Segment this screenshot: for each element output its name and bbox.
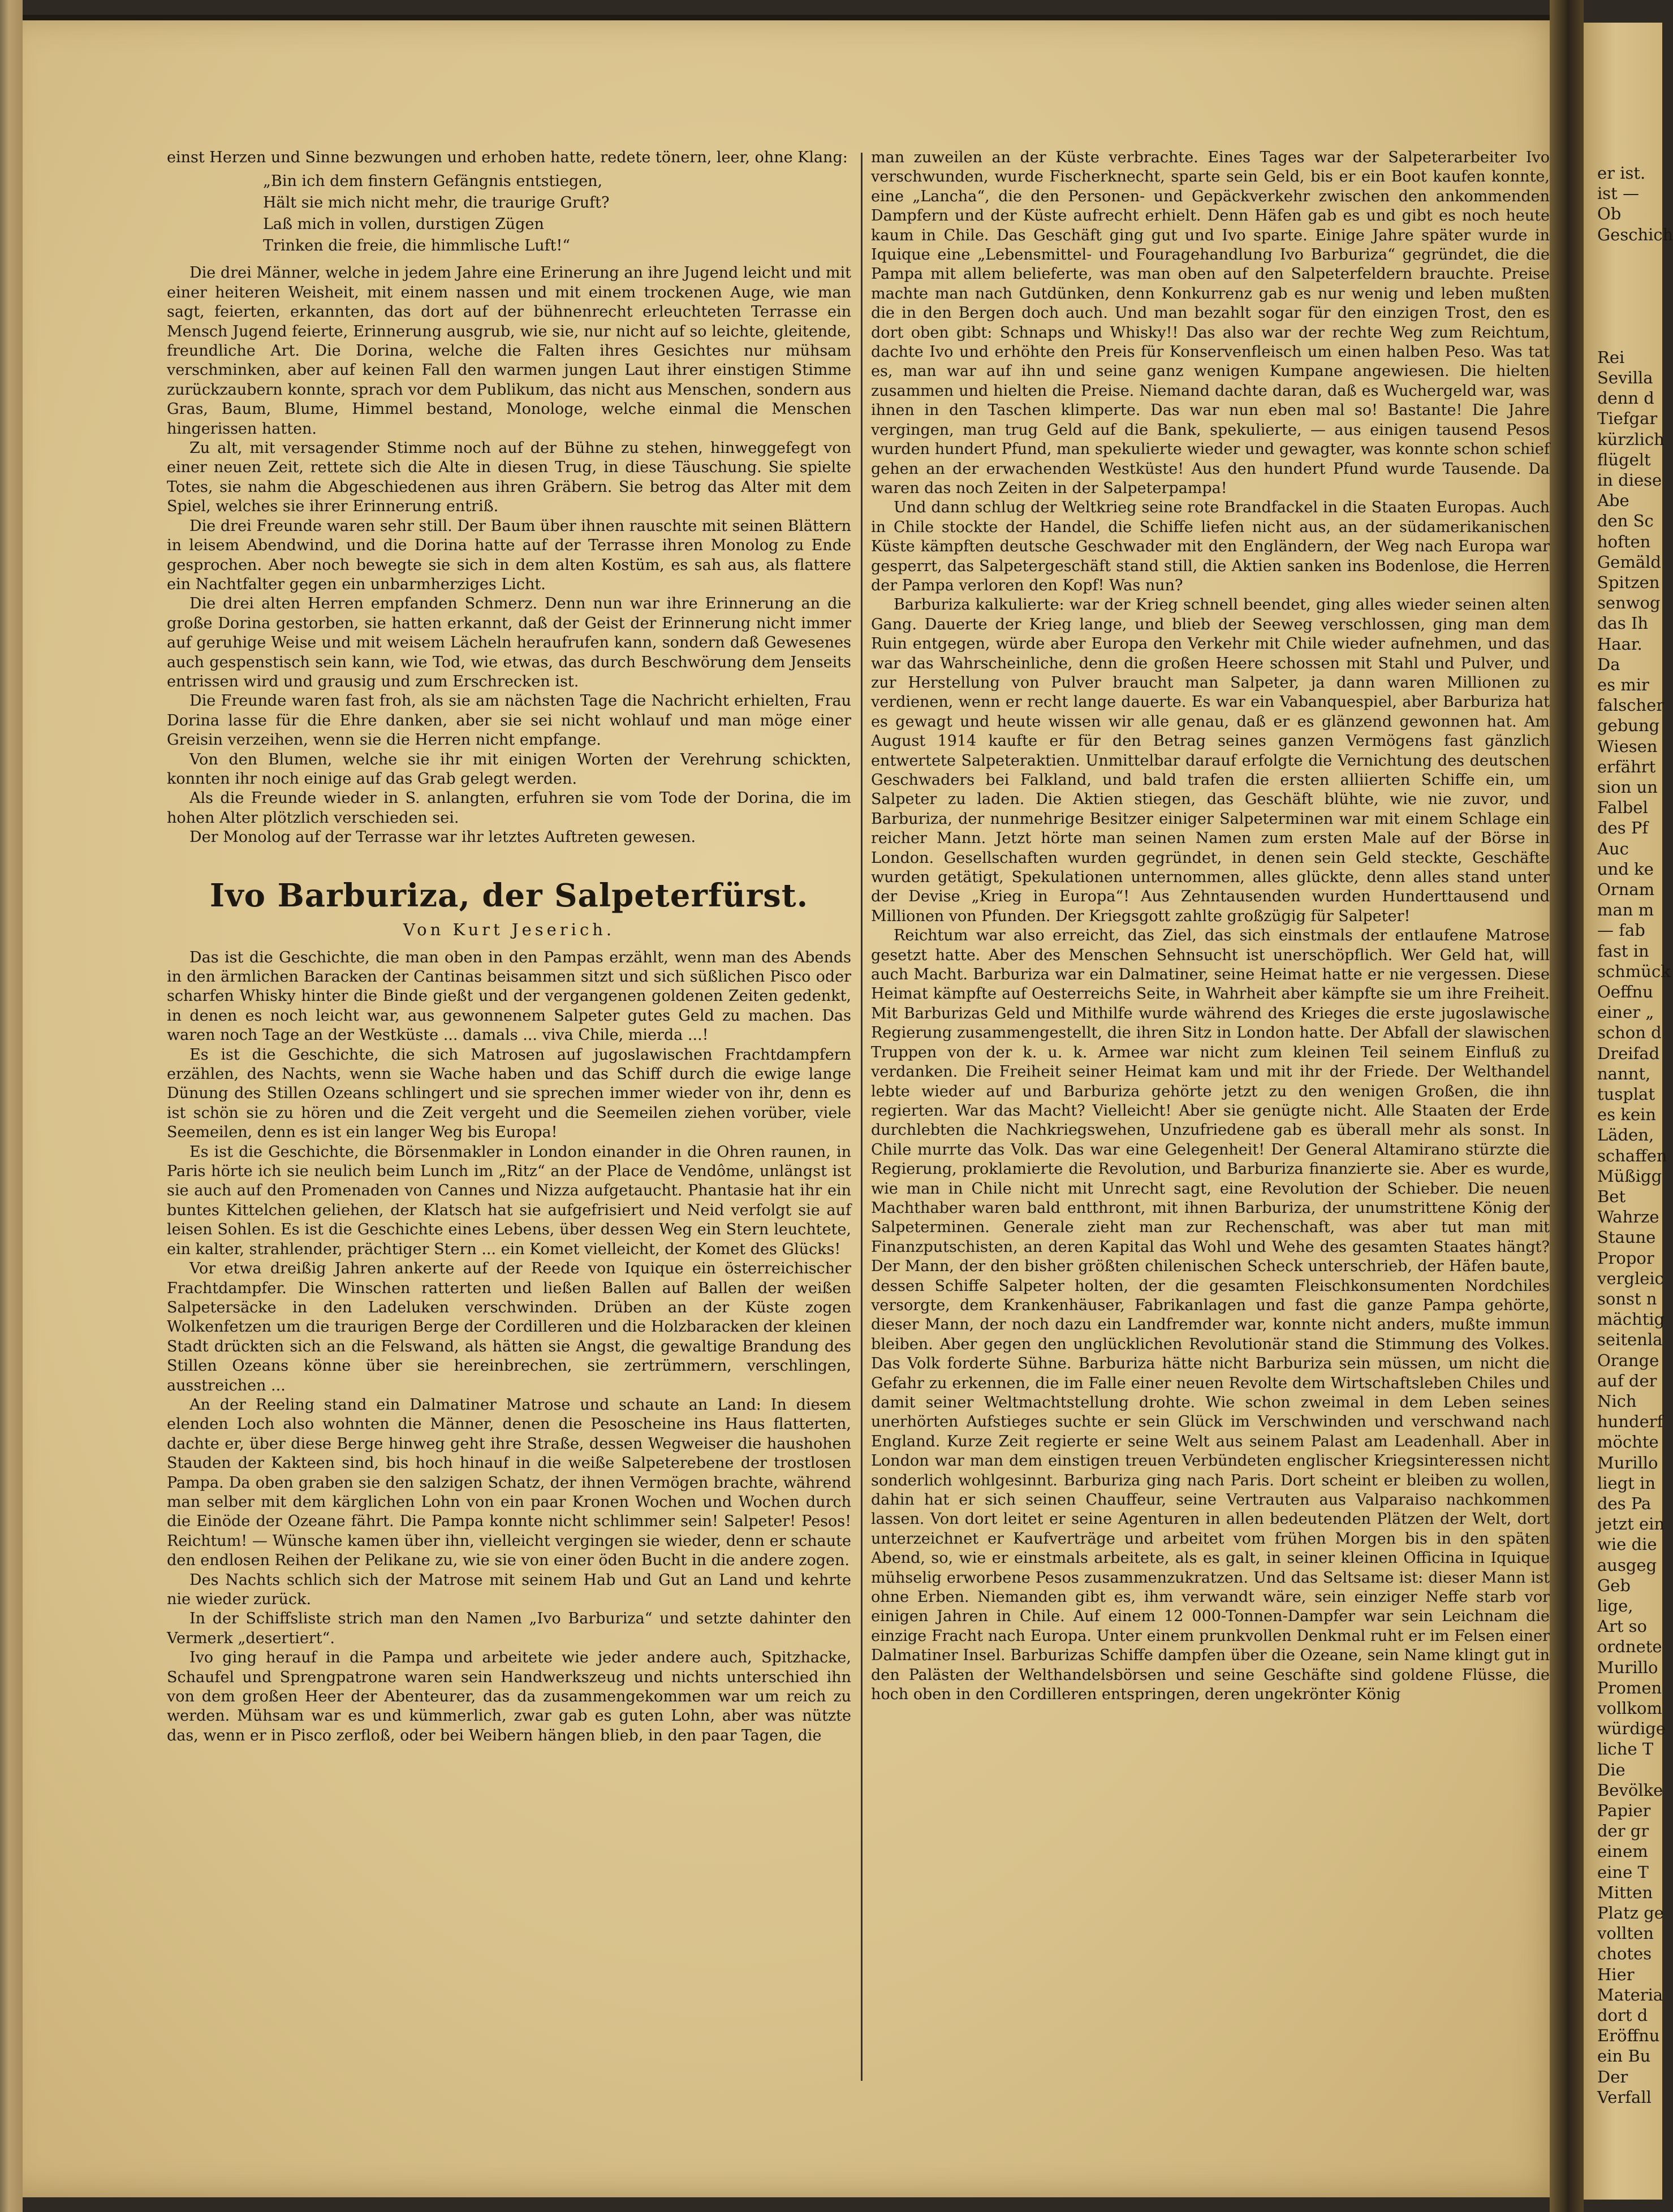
next-page-fragment: hoften <box>1597 532 1651 551</box>
next-page-fragment: falscher <box>1597 695 1665 715</box>
next-page-fragment: ein Bu <box>1597 2046 1651 2066</box>
paragraph: Und dann schlug der Weltkrieg seine rote Brandfackel in die Staaten Europas. Auch in Chile stockte der Handel, die Schiffe liefen nicht aus, an der südamerikanischen Küste kämpften deutsche Geschwader mit den Engländern, der Weg nach Europa war gesperrt, das Salpetergeschäft stand still, die Aktien sanken ins Bodenlose, die Herren der Pampa verloren den Kopf! Was nun? <box>871 499 1550 594</box>
next-page-fragment: Da <box>1597 654 1620 674</box>
next-page-fragment: Dreifad <box>1597 1043 1660 1063</box>
paragraph: Reichtum war also erreicht, das Ziel, das sich einstmals der entlaufene Matrose gesetzt hatte. Aber des Menschen Sehnsucht ist unerschöpflich. Wer Geld hat, will auch Macht. Barburiza war ein Dalmatiner, seine Heimat hatte er nie vergessen. Diese Heimat kämpfte auf Oesterreichs Seite, in Wahrheit aber kämpfte sie um ihre Freiheit. Mit Barburizas Geld und Mithilfe wurde während des Krieges die erste jugoslawische Regierung zusammengestellt, die ihren Sitz in London hatte. Der Abfall der slawischen Truppen von der k. u. k. Armee war nicht zum kleinen Teil seinem Einfluß zu verdanken. Die Freiheit seiner Heimat kam und mit ihr der Friede. Der Welthandel lebte wieder auf und Barburiza gehörte jetzt zu den wenigen Großen, die ihn regierten. War das Macht? Vielleicht! Aber sie genügte nicht. Alle Staaten der Erde durchlebten die Nachkriegswehen, Unzufriedene gab es überall mehr als sonst. In Chile murrte das Volk. Das war eine Gelegenheit! Der General Altamirano stürzte die Regierung, proklamierte die Revolution, und Barburiza finanzierte sie. Aber es wurde, wie man in Chile nicht mit Unrecht sagt, eine Revolution der Schieber. Die neuen Machthaber waren bald entthront, mit ihnen Barburiza, der unumstrittene König der Salpeterminen. Generale zieht man zur Rechenschaft, was aber tut man mit Finanzputschisten, an deren Kapital das Wohl und Wehe des gesamten Staates hängt? Der Mann, der den bisher größten chilenischen Scheck unterschrieb, der Häfen baute, dessen Schiffe Salpeter holten, der die gesamten Fleischkonsumenten Nordchiles versorgte, dem Krankenhäuser, Fabrikanlagen und fast die ganze Pampa gehörte, dieser Mann, der noch dazu ein Landfremder war, konnte nicht anders, mußte immun bleiben. Aber gegen den unglücklichen Revolutionär stand die Stimmung des Volkes. Das Volk forderte Sühne. Barburiza hätte nicht Barburiza sein müssen, um nicht die Gefahr zu erkennen, die im Falle einer neuen Revolte dem Wirtschaftsleben Chiles und damit seiner Weltmachtstellung drohte. Wie schon zweimal in dem Leben seines unerhörten Aufstieges suchte er sein Glück im Verschwinden und verschwand nach England. Kurze Zeit regierte er seine Welt aus seinem Palast am Leadenhall. Aber in London war man dem einstigen treuen Verbündeten englischer Kriegsinteressen nicht sonderlich wohlgesinnt. Barburiza ging nach Paris. Dort scheint er bleiben zu wollen, dahin hat er sich seinen Chauffeur, seine Vertrauten aus Valparaiso nachkommen lassen. Von dort leitet er seine Agenturen in allen bedeutenden Plätzen der Welt, dort unterzeichnet er Kaufverträge und arbeitet vom frühen Morgen bis in den späten Abend, so, wie er einstmals arbeitete, als es galt, in seiner kleinen Officina in Iquique mühselig erworbene Pesos zusammenzukratzen. Und das Seltsame ist: dieser Mann ist ohne Erben. Niemanden gibt es, ihm verwandt wäre, sein einziger Neffe starb vor einigen Jahren in Chile. Auf einem 12 000-Tonnen-Dampfer war sein Leichnam die einzige Fracht nach Europa. Unter einem prunkvollen Denkmal ruht er im Felsen einer Dalmatiner Insel. Barburizas Schiffe dampfen über die Ozeane, sein Name klingt gut in den Palästen der Welthandelsbörsen und seine Geschäfte sind goldene Flüsse, die hoch oben in den Cordilleren entspringen, deren ungekrönter König <box>871 927 1550 1704</box>
next-page-fragment: Läden, <box>1597 1125 1654 1145</box>
next-page-fragment: ordnete <box>1597 1637 1662 1657</box>
next-page-fragment: das Ih <box>1597 614 1649 633</box>
next-page-fragment: Der <box>1597 2067 1628 2086</box>
next-page-fragment: ist — <box>1597 184 1640 204</box>
next-page-fragment: des Pf <box>1597 818 1649 838</box>
article-right-text <box>871 148 1550 1705</box>
next-page-fragment: hunderf <box>1597 1412 1663 1432</box>
verse-line: „Bin ich dem finstern Gefängnis entstiegen, <box>263 172 603 191</box>
paragraph: Die drei Freunde waren sehr still. Der Baum über ihnen rauschte mit seinen Blättern in leisem Abendwind, und die Dorina hatte auf der Terrasse ihren Monolog zu Ende gesprochen. Aber noch bewegte sie sich in dem alten Kostüm, es sah aus, als flattere ein Nachtfalter gegen ein unbarmherziges Licht. <box>167 517 851 593</box>
next-page-fragment: sion un <box>1597 777 1658 797</box>
next-page-fragment: fast in <box>1597 941 1649 961</box>
next-page-fragment: Propor <box>1597 1248 1654 1268</box>
paragraph: Von den Blumen, welche sie ihr mit einigen Worten der Verehrung schickten, konnten ihr noch einige auf das Grab gelegt werden. <box>167 750 851 788</box>
next-page-fragment: seitenla <box>1597 1330 1663 1350</box>
paragraph: An der Reeling stand ein Dalmatiner Matrose und schaute an Land: In diesem elenden Loch also wohnten die Männer, denen die Pesoscheine ins Haus flatterten, dachte er, über diese Berge hinweg geht ihre Straße, dessen Wegweiser die haushohen Stauden der Kakteen sind, bis hoch hinauf in die weiße Salpeterebene der trostlosen Pampa. Da oben graben sie den salzigen Schatz, der ihnen Vermögen brachte, während man selber mit dem kärglichen Lohn von ein paar Kronen Wochen und Wochen durch die Einöde der Ozeane fährt. Die Pampa konnte nicht schlimmer sein! Salpeter! Pesos! Reichtum! — Wünsche kamen über ihn, vielleicht vergingen sie wieder, denn er schaute den endlosen Reihen der Pelikane zu, wie sie von einer öden Bucht in die andere zogen. <box>167 1396 851 1570</box>
next-page-fragment: chotes <box>1597 1944 1652 1964</box>
next-page-fragment: nannt, <box>1597 1064 1651 1083</box>
next-page-fragment: Mitten <box>1597 1882 1653 1902</box>
next-page-fragment: möchte <box>1597 1432 1659 1452</box>
next-page-fragment: auf der <box>1597 1371 1657 1390</box>
next-page-fragment: schaffen <box>1597 1146 1667 1165</box>
next-page-fragment: Nich <box>1597 1392 1637 1411</box>
article-headline: Ivo Barburiza, der Salpeterfürst. <box>209 876 809 914</box>
next-page-fragment: vergleic <box>1597 1268 1664 1288</box>
next-page-fragment: Murillo <box>1597 1453 1658 1472</box>
paragraph: Es ist die Geschichte, die sich Matrosen auf jugoslawischen Frachtdampfern erzählen, des Nachts, wenn sie Wache haben und das Schiff durch die ewige lange Dünung des Stillen Ozeans schlingert und sie sprechen immer wieder von ihr, denn es ist schön sie zu hören und die Zeit vergeht und die Seemeilen ziehen vorüber, viele Seemeilen, denn es ist ein langer Weg bis Europa! <box>167 1045 851 1142</box>
next-page-fragment: liche T <box>1597 1739 1654 1759</box>
page-gutter <box>1550 0 1584 2212</box>
next-page-fragment: Orange <box>1597 1350 1659 1370</box>
next-page-fragment: Ob <box>1597 204 1622 224</box>
paragraph: Die drei alten Herren empfanden Schmerz. Denn nun war ihre Erinnerung an die große Dorina gestorben, sie hatten erkannt, daß der Geist der Erinnerung nicht immer auf geruhige Weise und mit weisem Lächeln heraufrufen kann, sondern daß Gewesenes auch gespenstisch sein kann, wie Tod, wie etwas, das durch Beschwörung dem Jenseits entrissen wird und grausig und zum Erschrecken ist. <box>167 595 851 690</box>
previous-story-paragraphs <box>167 263 851 847</box>
next-page-fragment: vollkom <box>1597 1699 1662 1718</box>
intro-line: einst Herzen und Sinne bezwungen und erhoben hatte, redete tönern, leer, ohne Klang: <box>167 149 848 166</box>
poem-verse <box>263 171 851 257</box>
next-page-fragment: Bet <box>1597 1187 1626 1206</box>
next-page-fragment: Tiefgar <box>1597 409 1658 429</box>
paragraph: Als die Freunde wieder in S. anlangten, erfuhren sie vom Tode der Dorina, die im hohen Alter plötzlich verschieden sei. <box>167 789 851 827</box>
paragraph: Das ist die Geschichte, die man oben in den Pampas erzählt, wenn man des Abends in den ärmlichen Baracken der Cantinas beisammen sitzt und sich süßlichen Pisco oder scharfen Whisky hinter die Binde gießt und der vergangenen goldenen Zeiten gedenkt, in denen es noch leicht war, aus gewonnenem Salpeter gutes Geld zu machen. Das waren noch Tage an der Westküste ... damals ... viva Chile, mierda ...! <box>167 948 851 1044</box>
paragraph: Es ist die Geschichte, die Börsenmakler in London einander in die Ohren raunen, in Paris hörte ich sie neulich beim Lunch im „Ritz“ an der Place de Vendôme, unlängst ist sie auch auf den Promenaden von Cannes und Nizza aufgetaucht. Phantasie hat ihr ein buntes Kittelchen geliehen, der Klatsch hat sie aufgefrisiert und Neid verfolgt sie auf leisen Sohlen. Es ist die Geschichte eines Lebens, über dessen Weg ein Stern leuchtete, ein kalter, strahlender, prächtiger Stern ... ein Komet vielleicht, der Komet des Glücks! <box>167 1143 851 1258</box>
next-page-fragment: Promen <box>1597 1678 1662 1697</box>
column-divider <box>861 153 863 2081</box>
next-page-fragment: senwog <box>1597 593 1661 613</box>
next-page-fragment: der gr <box>1597 1821 1649 1841</box>
next-page-fragment: Gemäld <box>1597 552 1661 572</box>
next-page-fragment: Hier <box>1597 1964 1635 1984</box>
next-page-fragment: Platz ge <box>1597 1903 1664 1922</box>
right-column <box>871 148 1550 1705</box>
paragraph: Vor etwa dreißig Jahren ankerte auf der Reede von Iquique ein österreichischer Frachtdampfer. Die Winschen ratterten und ließen Ballen auf Ballen der weißen Salpetersäcke in den Ladeluken verschwinden. Drüben an der Küste zogen Wolkenfetzen um die traurigen Berge der Cordilleren und die Holzbaracken der kleinen Stadt drückten sich an die Felswand, als hätten sie Angst, die gewaltige Brandung des Stillen Ozeans könne über sie hereinbrechen, sie zertrümmern, verschlingen, ausstreichen ... <box>167 1260 851 1394</box>
next-page-fragment: Wiesen <box>1597 736 1658 756</box>
next-page-fragment: Verfall <box>1597 2087 1652 2107</box>
next-page-fragment: einem <box>1597 1842 1648 1861</box>
next-page-fragment: flügelt <box>1597 450 1651 469</box>
next-page-fragment: Haar. <box>1597 634 1642 654</box>
left-column <box>167 148 851 1746</box>
verse-line: Hält sie mich nicht mehr, die traurige Gruft? <box>263 194 610 212</box>
next-page-fragment: und ke <box>1597 859 1654 879</box>
next-page-fragment: sonst n <box>1597 1289 1657 1308</box>
next-page-fragment: Murillo <box>1597 1657 1658 1677</box>
paragraph: man zuweilen an der Küste verbrachte. Eines Tages war der Salpeterarbeiter Ivo verschwunden, wurde Fischerknecht, sparte sein Geld, bis er ein Boot kaufen konnte, eine „Lancha“, die den Personen- und Gepäckverkehr zwischen den ankommenden Dampfern und der Küste aufrecht erhielt. Denn Häfen gab es und gibt es noch heute kaum in Chile. Das Geschäft ging gut und Ivo sparte. Einige Jahre später wurde in Iquique eine „Lebensmittel- und Fouragehandlung Ivo Barburiza“ gegründet, die die Pampa mit allem belieferte, was man oben auf den Salpeterfeldern brauchte. Preise machte man nach Gutdünken, denn Konkurrenz gab es nur wenig und leben mußten die in den Bergen doch auch. Und man bezahlt sogar für den einzigen Trost, den es dort oben gibt: Schnaps und Whisky!! Das also war der rechte Weg zum Reichtum, dachte Ivo und erhöhte den Preis für Konservenfleisch um einen halben Peso. Was tat es, man war auf ihn und seine ganz wenigen Kumpane angewiesen. Die hielten zusammen und hielten die Preise. Niemand dachte daran, daß es Wuchergeld war, was ihnen in den Taschen klimperte. Das war nun eben mal so! Bastante! Die Jahre vergingen, man trug Geld auf die Bank, spekulierte, — aus einigen tausend Pesos wurden hundert Pfund, man spekulierte wieder und gewagter, was konnte schon schief gehen an der erwachenden Westküste! Aus den hundert Pfund wurde Tausende. Da waren das noch Zeiten in der Salpeterpampa! <box>871 149 1550 497</box>
next-page-fragment: jetzt ein <box>1597 1514 1665 1534</box>
next-page-fragment: — fab <box>1597 921 1645 940</box>
next-page-fragment: lige, <box>1597 1596 1633 1615</box>
next-page-fragment: würdige <box>1597 1719 1666 1739</box>
next-page-fragment: Oeffnu <box>1597 982 1653 1001</box>
next-page-fragment: Rei <box>1597 347 1625 367</box>
next-page-fragment: Müßigg <box>1597 1166 1662 1186</box>
next-page-fragment: Materia <box>1597 1985 1663 2004</box>
verse-line: Laß mich in vollen, durstigen Zügen <box>263 215 544 234</box>
book-edge <box>0 0 23 2212</box>
next-page-fragment: schmück <box>1597 961 1671 981</box>
top-border <box>23 15 1572 20</box>
next-page-fragment: kürzlich <box>1597 429 1665 449</box>
next-page-fragment: man m <box>1597 900 1654 920</box>
next-page-fragment: Die <box>1597 1760 1625 1779</box>
paragraph: Die Freunde waren fast froh, als sie am nächsten Tage die Nachricht erhielten, Frau Dorina lasse für die Ehre danken, aber sie sei nicht wohlauf und man möge einer Greisin verzeihen, wenn sie die Herren nicht empfange. <box>167 692 851 749</box>
next-page-fragment: Art so <box>1597 1617 1648 1636</box>
next-page-fragment: Papier <box>1597 1801 1651 1820</box>
article-byline: Von Kurt Jeserich. <box>403 919 615 939</box>
next-page-fragment: den Sc <box>1597 511 1654 531</box>
next-page-fragment: eine T <box>1597 1862 1649 1882</box>
next-page-fragment: Wahrze <box>1597 1207 1659 1227</box>
next-page-fragment: Falbel <box>1597 798 1648 818</box>
next-page-fragment: erfährt <box>1597 757 1656 776</box>
next-page-fragment: des Pa <box>1597 1494 1652 1513</box>
next-page-fragment: Staune <box>1597 1228 1656 1247</box>
next-page-fragment: Auc <box>1597 839 1629 858</box>
next-page-fragment: Geb <box>1597 1575 1631 1595</box>
next-page-fragment: in diese <box>1597 470 1662 490</box>
paragraph: Zu alt, mit versagender Stimme noch auf der Bühne zu stehen, hinweggefegt von einer neuen Zeit, rettete sich die Alte in diesen Trug, in diese Täuschung. Sie spielte Totes, sie nahm die Abgeschiedenen aus ihren Gräbern. Sie betrog das Alter mit dem Spiel, welches sie ihrer Erinnerung entriß. <box>167 439 851 516</box>
paragraph: Barburiza kalkulierte: war der Krieg schnell beendet, ging alles wieder seinen alten Gang. Dauerte der Krieg lange, und blieb der Seeweg verschlossen, ging man dem Ruin entgegen, würde aber Europa den Verkehr mit Chile wieder aufnehmen, und das war das Wahrscheinliche, denn die großen Heere schossen mit Stahl und Pulver, und zur Herstellung von Pulver braucht man Salpeter, ja dann waren Millionen zu verdienen, wenn er recht lange dauerte. Es war ein Vabanquespiel, aber Barburiza hat es gewagt und heute wissen wir alle genau, daß er es glänzend gewonnen hat. Am August 1914 kaufte er für den Betrag seines ganzen Vermögens fast gänzlich entwertete Salpeteraktien. Unmittelbar darauf erfolgte die Vernichtung des deutschen Geschwaders bei Falkland, und bald trafen die ersten alliierten Schiffe ein, um Salpeter zu laden. Die Aktien stiegen, das Geschäft blühte, wie nie zuvor, und Barburiza, der nunmehrige Besitzer einiger Salpeterminen war mit einem Schlage ein reicher Mann. Jetzt hörte man seinen Namen zum ersten Male auf der Börse in London. Gesellschaften wurden gegründet, in denen sein Geld steckte, Geschäfte wurden getätigt, Spekulationen unternommen, alles glückte, denn alles stand unter der Devise „Krieg in Europa“! Aus Zehntausenden wurden Hunderttausend und Millionen von Pfunden. Der Kriegsgott zahlte großzügig für Salpeter! <box>871 596 1550 925</box>
next-page-fragment: dort d <box>1597 2006 1648 2025</box>
paragraph: In der Schiffsliste strich man den Namen „Ivo Barburiza“ und setzte dahinter den Vermerk „desertiert“. <box>167 1610 851 1647</box>
paragraph: Des Nachts schlich sich der Matrose mit seinem Hab und Gut an Land und kehrte nie wieder zurück. <box>167 1571 851 1608</box>
next-page-edge <box>1584 23 1673 2200</box>
next-page-fragment: wie die <box>1597 1535 1657 1554</box>
next-page-fragment: Bevölke <box>1597 1780 1663 1800</box>
next-page-fragment: schon d <box>1597 1023 1662 1043</box>
next-page-fragment: ausgeg <box>1597 1555 1657 1575</box>
next-page-fragment: Abe <box>1597 491 1629 511</box>
next-page-fragment: es kein <box>1597 1105 1656 1125</box>
next-page-fragment: vollten <box>1597 1924 1654 1943</box>
next-page-fragment: es mir <box>1597 675 1649 694</box>
left-column-text <box>167 148 851 848</box>
next-page-fragment: einer „ <box>1597 1003 1654 1022</box>
next-page-fragment: liegt in <box>1597 1473 1656 1493</box>
next-page-fragment: Sevilla <box>1597 368 1653 387</box>
next-page-fragment: mächtig <box>1597 1310 1665 1329</box>
verse-line: Trinken die freie, die himmlische Luft!“ <box>263 237 571 255</box>
next-page-fragment: Spitzen <box>1597 573 1660 592</box>
next-page-fragment: tusplat <box>1597 1085 1655 1104</box>
next-page-fragment: gebung <box>1597 716 1660 736</box>
paragraph: Der Monolog auf der Terrasse war ihr letztes Auftreten gewesen. <box>189 828 696 846</box>
paragraph: Ivo ging herauf in die Pampa und arbeitete wie jeder andere auch, Spitzhacke, Schaufel und Sprengpatrone waren sein Handwerkszeug und nichts unterschied ihn von dem großen Heer der Abenteurer, das da zusammengekommen war um reich zu werden. Mühsam war es und kümmerlich, zwar gab es guten Lohn, aber was nützte das, wenn er in Pisco zerfloß, oder bei Weibern hängen blieb, in den paar Tagen, die <box>167 1649 851 1744</box>
article-left-text <box>167 948 851 1746</box>
next-page-fragment: Ornam <box>1597 880 1655 899</box>
next-page-fragment: Geschich <box>1597 224 1673 244</box>
paragraph: Die drei Männer, welche in jedem Jahre eine Erinerung an ihre Jugend leicht und mit einer heiteren Weisheit, mit einem nassen und mit einem trockenen Auge, wie man sagt, feierten, erkannten, das dort auf der bühnenrecht erleuchteten Terrasse ein Mensch Jugend feierte, Erinnerung ausgrub, wie sie, nur nicht auf so leichte, gleitende, freundliche Art. Die Dorina, welche die Falten ihres Gesichtes nur mühsam verschminken, aber auf keinen Fall den warmen jungen Laut ihrer einstigen Stimme zurückzaubern konnte, sprach vor dem Publikum, das nicht aus Menschen, sondern aus Gras, Baum, Blume, Himmel bestand, Monologe, welche einmal die Menschen hingerissen hatten. <box>167 264 851 438</box>
next-page-fragment: denn d <box>1597 388 1654 408</box>
next-page-fragment: Eröffnu <box>1597 2026 1660 2046</box>
next-page-fragment: er ist. <box>1597 163 1646 183</box>
